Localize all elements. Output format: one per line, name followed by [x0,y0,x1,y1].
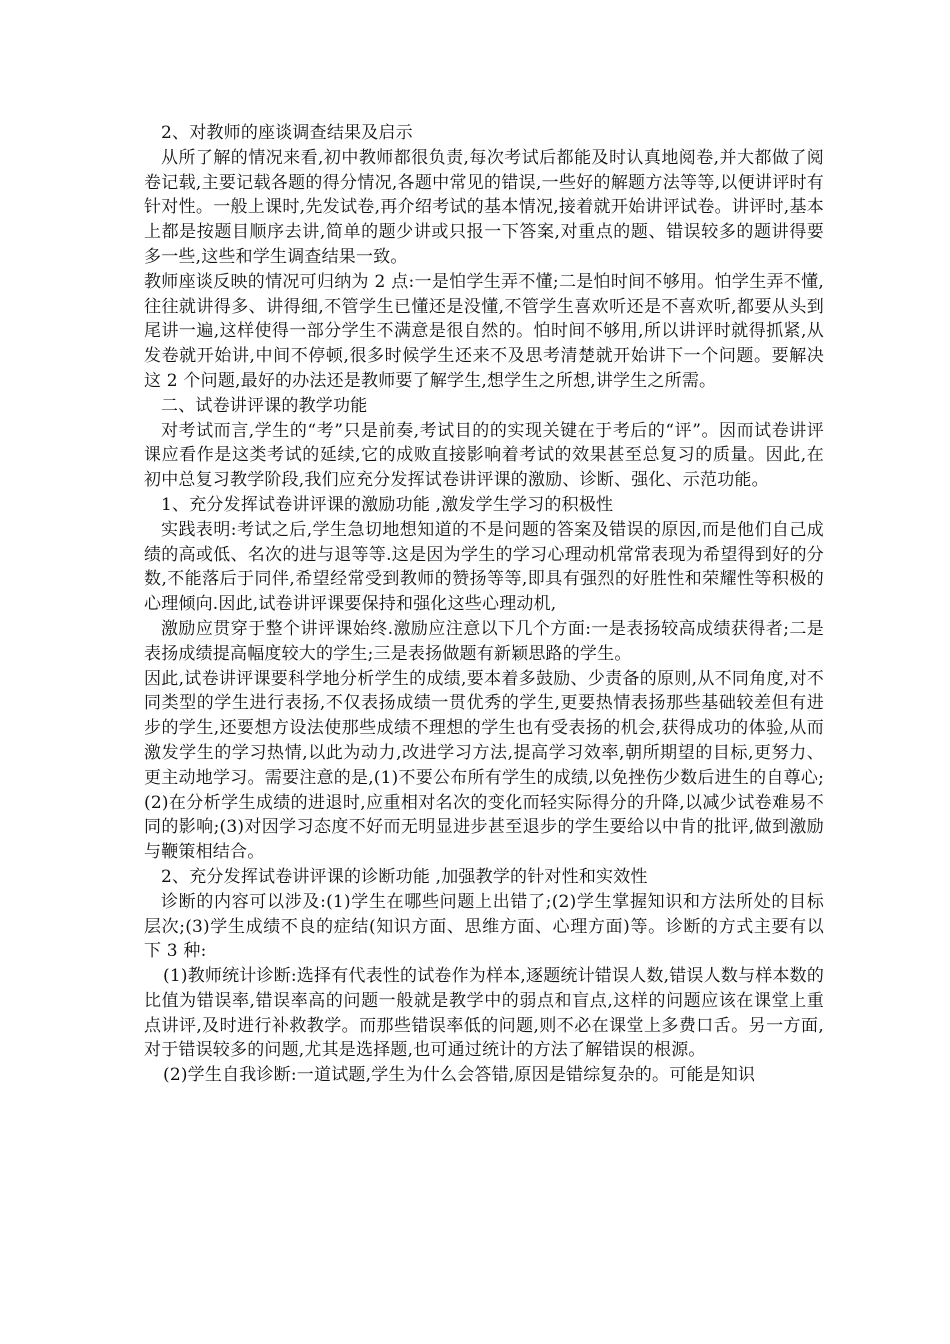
paragraph: 对考试而言,学生的“考”只是前奏,考试目的的实现关键在于考后的“评”。因而试卷讲评课应看作是这类考试的延续,它的成败直接影响着考试的效果甚至总复习的质量。因此,在初中总复习教学阶段,我们应充分发挥试卷讲评课的激励、诊断、强化、示范功能。 [144,420,824,491]
paragraph: 教师座谈反映的情况可归纳为 2 点:一是怕学生弄不懂;二是怕时间不够用。怕学生弄不懂,往往就讲得多、讲得细,不管学生已懂还是没懂,不管学生喜欢听还是不喜欢听,都要从头到尾讲一遍,这样使得一部分学生不满意是很自然的。怕时间不够用,所以讲评时就得抓紧,从发卷就开始讲,中间不停顿,很多时候学生还来不及思考清楚就开始讲下一个问题。要解决这 2 个问题,最好的办法还是教师要了解学生,想学生之所想,讲学生之所需。 [144,271,824,391]
paragraph: 激励应贯穿于整个讲评课始终.激励应注意以下几个方面:一是表扬较高成绩获得者;二是表扬成绩提高幅度较大的学生;三是表扬做题有新颖思路的学生。 [144,618,824,664]
paragraph: (1)教师统计诊断:选择有代表性的试卷作为样本,逐题统计错误人数,错误人数与样本数的比值为错误率,错误率高的问题一般就是教学中的弱点和盲点,这样的问题应该在课堂上重点讲评,及时进行补救教学。而那些错误率低的问题,则不必在课堂上多费口舌。另一方面,对于错误较多的问题,尤其是选择题,也可通过统计的方法了解错误的根源。 [144,966,825,1061]
section-heading-diagnosis-function: 2、充分发挥试卷讲评课的诊断功能 ,加强教学的针对性和实效性 [161,866,648,887]
section-heading-motivation-function: 1、充分发挥试卷讲评课的激励功能 ,激发学生学习的积极性 [161,494,614,515]
section-heading-teacher-survey: 2、对教师的座谈调查结果及启示 [161,123,413,143]
paragraph: 因此,试卷讲评课要科学地分析学生的成绩,要本着多鼓励、少责备的原则,从不同角度,对不同类型的学生进行表扬,不仅表扬成绩一贯优秀的学生,更要热情表扬那些基础较差但有进步的学生,还要想方设法使那些成绩不理想的学生也有受表扬的机会,获得成功的体验,从而激发学生的学习热情,以此为动力,改进学习方法,提高学习效率,朝所期望的目标,更努力、更主动地学习。需要注意的是,(1)不要公布所有学生的成绩,以免挫伤少数后进生的自尊心;(2)在分析学生成绩的进退时,应重相对名次的变化而轻实际得分的升降,以减少试卷难易不同的影响;(3)对因学习态度不好而无明显进步甚至退步的学生要给以中肯的批评,做到激励与鞭策相结合。 [144,668,824,863]
section-heading-teaching-functions: 二、试卷讲评课的教学功能 [161,395,368,416]
paragraph: 从所了解的情况来看,初中教师都很负责,每次考试后都能及时认真地阅卷,并大都做了阅卷记载,主要记载各题的得分情况,各题中常见的错误,一些好的解题方法等等,以便讲评时有针对性。一般上课时,先发试卷,再介绍考试的基本情况,接着就开始讲评试卷。讲评时,基本上都是按题目顺序去讲,简单的题少讲或只报一下答案,对重点的题、错误较多的题讲得要多一些,这些和学生调查结果一致。 [144,147,824,267]
paragraph: 实践表明:考试之后,学生急切地想知道的不是问题的答案及错误的原因,而是他们自己成绩的高或低、名次的进与退等等.这是因为学生的学习心理动机常常表现为希望得到好的分数,不能落后于同伴,希望经常受到教师的赞扬等等,即具有强烈的好胜性和荣耀性等积极的心理倾向.因此,试卷讲评课要保持和强化这些心理动机, [144,519,824,615]
paragraph: (2)学生自我诊断:一道试题,学生为什么会答错,原因是错综复杂的。可能是知识 [163,1065,756,1086]
document-page [144,121,824,1088]
paragraph: 诊断的内容可以涉及:(1)学生在哪些问题上出错了;(2)学生掌握知识和方法所处的目标层次;(3)学生成绩不良的症结(知识方面、思维方面、心理方面)等。诊断的方式主要有以下 3 种: [144,891,824,962]
